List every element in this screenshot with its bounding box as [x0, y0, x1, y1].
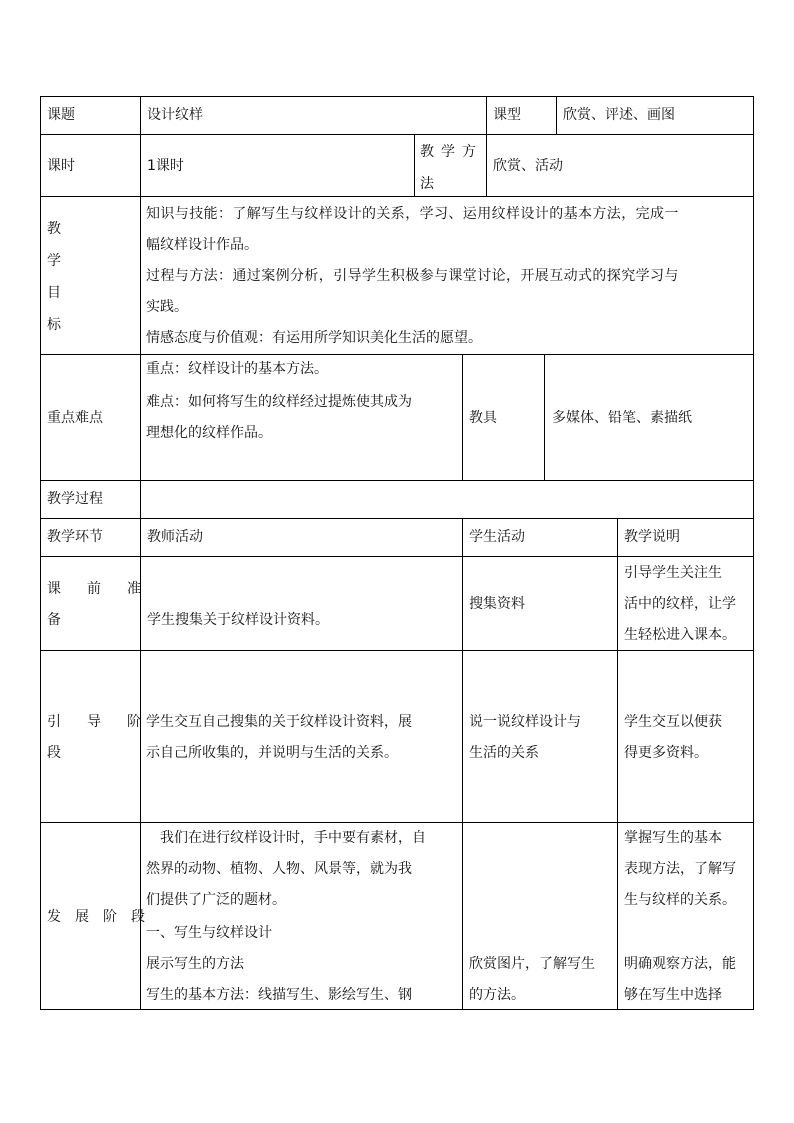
- method-label-line2: 法: [420, 176, 434, 192]
- header-student: 学生活动: [469, 529, 525, 545]
- keypoints-label: 重点难点: [47, 410, 103, 426]
- col-line: [556, 96, 557, 134]
- period-value: 1课时: [147, 158, 184, 174]
- row-line: [40, 556, 754, 557]
- develop-student-line: 的方法。: [469, 987, 525, 1003]
- develop-teacher-line: 们提供了广泛的题材。: [146, 892, 286, 908]
- col-line: [617, 518, 618, 1010]
- header-stage: 教学环节: [47, 529, 103, 545]
- row-line: [40, 1009, 754, 1010]
- period-label: 课时: [47, 158, 75, 174]
- goals-label-char: 标: [47, 317, 61, 333]
- develop-notes-line: 表现方法，了解写: [624, 861, 736, 877]
- tools-label: 教具: [469, 410, 497, 426]
- topic-label: 课题: [47, 107, 75, 123]
- row-line: [40, 518, 754, 519]
- lesson-type-value: 欣赏、评述、画图: [563, 107, 675, 123]
- develop-notes-line: 够在写生中选择: [624, 987, 722, 1003]
- col-line: [486, 96, 487, 134]
- row-line: [40, 650, 754, 651]
- prep-student: 搜集资料: [469, 596, 525, 612]
- lead-notes-line: 得更多资料。: [624, 745, 708, 761]
- col-line: [486, 134, 487, 196]
- lead-student-line: 说一说纹样设计与: [469, 714, 581, 730]
- develop-teacher-line: 写生的基本方法：线描写生、影绘写生、钢: [146, 987, 412, 1003]
- table-border-left: [40, 96, 41, 1010]
- col-line: [414, 134, 415, 196]
- col-line: [462, 354, 463, 480]
- prep-notes-line: 活中的纹样，让学: [624, 596, 736, 612]
- lead-teacher-line: 示自己所收集的，并说明与生活的关系。: [146, 745, 398, 761]
- goals-line: 幅纹样设计作品。: [146, 237, 258, 253]
- prep-stage-line2: 备: [47, 612, 61, 628]
- develop-teacher-line: 展示写生的方法: [146, 956, 244, 972]
- topic-value: 设计纹样: [147, 107, 203, 123]
- col-line: [544, 354, 545, 480]
- keypoints-line: 重点：纹样设计的基本方法。: [146, 361, 328, 377]
- header-notes: 教学说明: [624, 529, 680, 545]
- goals-line: 实践。: [146, 299, 188, 315]
- develop-notes-line: 明确观察方法，能: [624, 956, 736, 972]
- develop-notes-line: 掌握写生的基本: [624, 830, 722, 846]
- goals-line: 情感态度与价值观：有运用所学知识美化生活的愿望。: [146, 330, 482, 346]
- process-label: 教学过程: [47, 491, 103, 507]
- method-label-line1: 教学方: [420, 144, 483, 160]
- develop-notes-line: 生与纹样的关系。: [624, 892, 736, 908]
- lead-student-line: 生活的关系: [469, 745, 539, 761]
- lesson-type-label: 课型: [493, 107, 521, 123]
- col-line: [462, 518, 463, 1010]
- goals-label-char: 学: [47, 253, 61, 269]
- header-teacher: 教师活动: [147, 529, 203, 545]
- develop-student-line: 欣赏图片，了解写生: [469, 956, 595, 972]
- prep-teacher: 学生搜集关于纹样设计资料。: [147, 612, 329, 628]
- prep-stage-line1: 课 前 准: [47, 581, 147, 597]
- lead-teacher-line: 学生交互自己搜集的关于纹样设计资料，展: [146, 714, 412, 730]
- keypoints-line: 理想化的纹样作品。: [146, 425, 272, 441]
- prep-notes-line: 生轻松进入课本。: [624, 627, 736, 643]
- table-border-right: [753, 96, 754, 1010]
- goals-line: 过程与方法：通过案例分析，引导学生积极参与课堂讨论，开展互动式的探究学习与: [146, 268, 679, 284]
- keypoints-line: 难点：如何将写生的纹样经过提炼使其成为: [146, 394, 412, 410]
- goals-label-char: 教: [47, 221, 61, 237]
- row-line: [40, 134, 754, 135]
- develop-teacher-line: 我们在进行纹样设计时，手中要有素材，自: [146, 830, 426, 846]
- col-line: [140, 96, 141, 1010]
- lead-stage-line2: 段: [47, 745, 61, 761]
- goals-label-char: 目: [47, 285, 61, 301]
- method-value: 欣赏、活动: [493, 158, 563, 174]
- develop-stage: 发 展 阶 段: [47, 909, 145, 925]
- goals-line: 知识与技能：了解写生与纹样设计的关系，学习、运用纹样设计的基本方法，完成一: [146, 206, 679, 222]
- row-line: [40, 96, 754, 97]
- develop-teacher-line: 然界的动物、植物、人物、风景等，就为我: [146, 861, 412, 877]
- prep-notes-line: 引导学生关注生: [624, 565, 722, 581]
- row-line: [40, 480, 754, 481]
- row-line: [40, 196, 754, 197]
- row-line: [40, 822, 754, 823]
- lead-notes-line: 学生交互以便获: [624, 714, 722, 730]
- row-line: [40, 354, 754, 355]
- develop-teacher-line: 一、写生与纹样设计: [146, 925, 272, 941]
- lead-stage-line1: 引 导 阶: [47, 714, 147, 730]
- tools-value: 多媒体、铅笔、素描纸: [552, 410, 692, 426]
